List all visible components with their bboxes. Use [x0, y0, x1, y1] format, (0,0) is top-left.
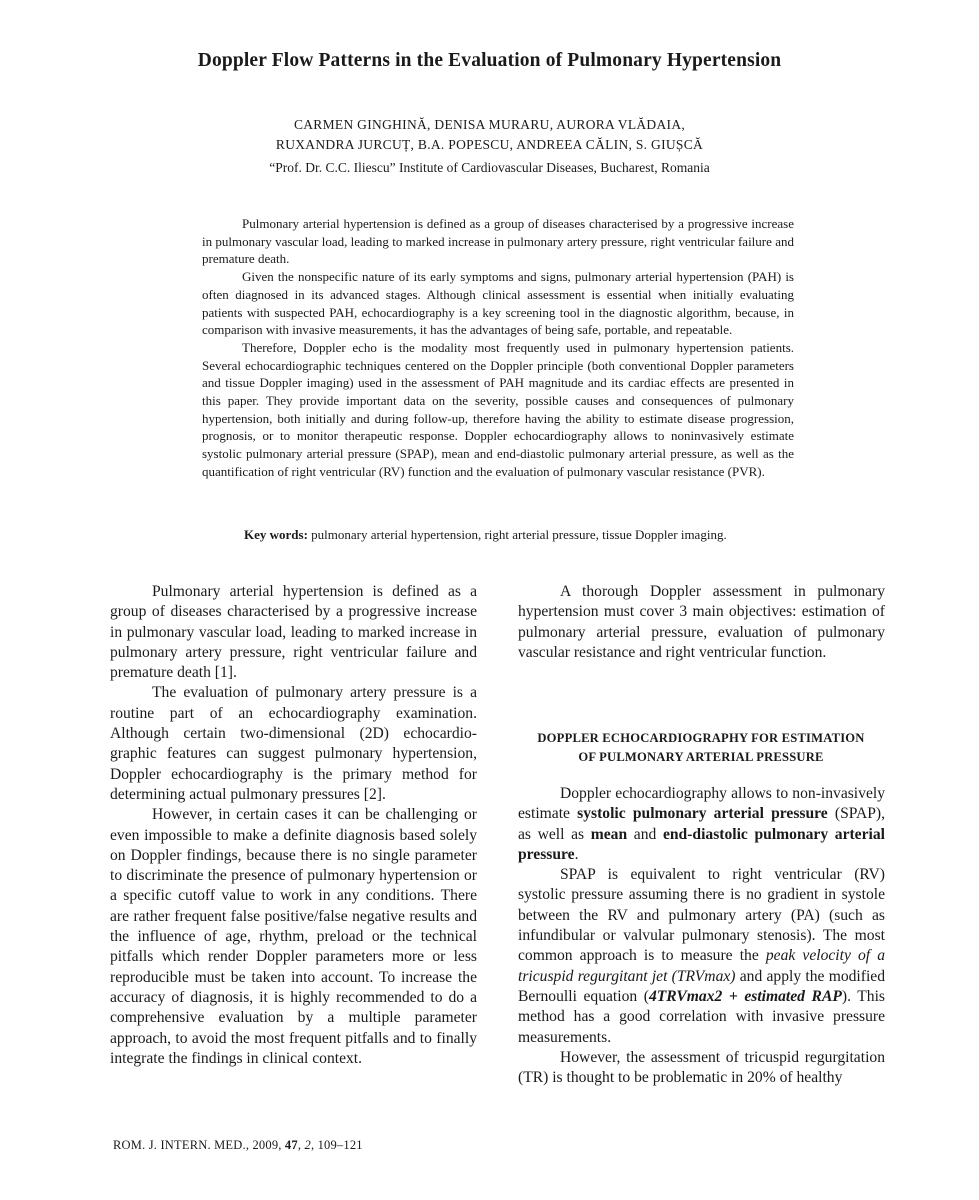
text-run: (SPAP), as well as	[518, 805, 886, 843]
keywords	[244, 526, 804, 544]
section-paragraph-1	[518, 784, 885, 865]
footer-journal: ROM. J. INTERN. MED., 2009,	[113, 1138, 285, 1152]
text-run: and apply the modified Bernoulli equation (	[518, 967, 885, 1005]
text-run: ). This method has a good correlation with invasive pressure measurements.	[518, 987, 885, 1046]
keywords-label: Key words:	[244, 527, 308, 542]
bold-term-spap: systolic pulmonary arterial pressure	[577, 805, 828, 823]
body-paragraph-3: However, in certain cases it can be challenging or even impossible to make a definite diagnosis based solely on Doppler findings, because there is no single parameter to discriminate the presence of pulmonary hypertension or a specific cutoff value to work in any conditions. There are rather frequent false positive/false negative results and the influence of age, rhythm, preload or the technical pitfalls which render Doppler parameters more or less reproducible must be taken into account. To increase the accuracy of diagnosis, it is highly recommended to do a comprehensive evaluation by a multiple parameter approach, to avoid the most frequent pitfalls and to finally integrate the findings in clinical context.	[110, 806, 477, 1067]
abstract-paragraph-2: Given the nonspecific nature of its early symptoms and signs, pulmonary arterial hypertension (PAH) is often diagnosed in its advanced stages. Although clinical assessment is essential when initially evaluating patients with suspected PAH, echocardiography is a key screening tool in the diagnostic algorithm, because, in comparison with invasive measurements, it has the advantages of being safe, portable, and repeatable.	[202, 269, 794, 338]
abstract-paragraph-3: Therefore, Doppler echo is the modality most frequently used in pulmonary hypertension patients. Several echocardiographic techniques centered on the Doppler principle (both conventional Doppler parameters and tissue Doppler imaging) used in the assessment of PAH magnitude and its cardiac effects are presented in this paper. They provide important data on the severity, possible causes and consequences of pulmonary hypertension, both initially and during follow-up, therefore having the ability to estimate disease progression, prognosis, or to monitor therapeutic response. Doppler echocardiography allows to noninvasively estimate systolic pulmonary arterial pressure (SPAP), mean and end-diastolic pulmonary arterial pressure, as well as the quantification of right ventricular (RV) function and the evaluation of pulmonary vascular resistance (PVR).	[202, 339, 794, 479]
keywords-text: pulmonary arterial hypertension, right arterial pressure, tissue Doppler imaging.	[307, 527, 727, 542]
section-heading	[515, 729, 887, 767]
abstract-paragraph-1: Pulmonary arterial hypertension is defined as a group of diseases characterised by a progressive increase in pulmonary vascular load, leading to marked increase in pulmonary artery pressure, right ventricular failure and premature death.	[202, 216, 794, 267]
footer-pages: , 109–121	[310, 1138, 363, 1152]
authors-line-2: RUXANDRA JURCUȚ, B.A. POPESCU, ANDREEA CĂLIN, S. GIUȘCĂ	[275, 137, 704, 152]
text-run: .	[574, 845, 579, 863]
footer-volume: 47	[284, 1138, 298, 1152]
body-paragraph-1: Pulmonary arterial hypertension is defined as a group of diseases characterised by a progressive increase in pulmonary vascular load, leading to marked increase in pulmonary artery pressure, right ventricular failure and premature death [1].	[110, 583, 477, 682]
footer-sep: ,	[297, 1138, 305, 1152]
bernoulli-equation: 4TRVmax2 + estimated RAP	[648, 987, 842, 1005]
abstract	[202, 215, 794, 481]
paper-title: Doppler Flow Patterns in the Evaluation of Pulmonary Hypertension	[197, 50, 782, 71]
authors-line-1: CARMEN GINGHINĂ, DENISA MURARU, AURORA VLĂDAIA,	[293, 117, 686, 132]
section-paragraph-2	[518, 865, 885, 1048]
body-paragraph-2: The evaluation of pulmonary artery pressure is a routine part of an echocardiography examination. Although certain two-dimensional (2D) echocardio-graphic features can suggest pulmonary hypertension, Doppler echocardiography is the primary method for determining actual pulmonary pressures [2].	[110, 684, 477, 803]
section-paragraph-3: However, the assessment of tricuspid regurgitation (TR) is thought to be problematic in 20% of healthy	[518, 1048, 885, 1087]
text-run: and	[627, 825, 663, 843]
journal-citation-footer	[113, 1138, 363, 1153]
right-column-intro	[518, 582, 885, 663]
text-run: SPAP is equivalent to right ventricular (RV) systolic pressure assuming there is no gradient in systole between the RV and pulmonary artery (PA) (such as infundibular or valvular pulmonary stenosis). The most common approach is to measure the	[518, 866, 885, 965]
intro-paragraph: A thorough Doppler assessment in pulmonary hypertension must cover 3 main objectives: estimation of pulmonary arterial pressure, evaluation of pulmonary vascular resistance and right ventricular function.	[518, 583, 885, 661]
section-heading-line-1: DOPPLER ECHOCARDIOGRAPHY FOR ESTIMATION	[537, 731, 865, 745]
italic-term-trvmax: peak velocity of a tricuspid regurgitant jet (TRVmax)	[518, 947, 886, 985]
footer-issue: 2	[304, 1138, 311, 1152]
section-heading-line-2: OF PULMONARY ARTERIAL PRESSURE	[578, 750, 824, 764]
right-column-section	[518, 784, 885, 1088]
bold-term-mean: mean	[590, 825, 628, 843]
bold-term-end-diastolic: end-diastolic pulmonary arterial pressure	[518, 825, 885, 863]
author-list	[0, 115, 979, 155]
left-column	[110, 582, 477, 1069]
text-run: Doppler echocardiography allows to non-invasively estimate	[518, 785, 885, 823]
affiliation: “Prof. Dr. C.C. Iliescu” Institute of Cardiovascular Diseases, Bucharest, Romania	[269, 160, 710, 175]
